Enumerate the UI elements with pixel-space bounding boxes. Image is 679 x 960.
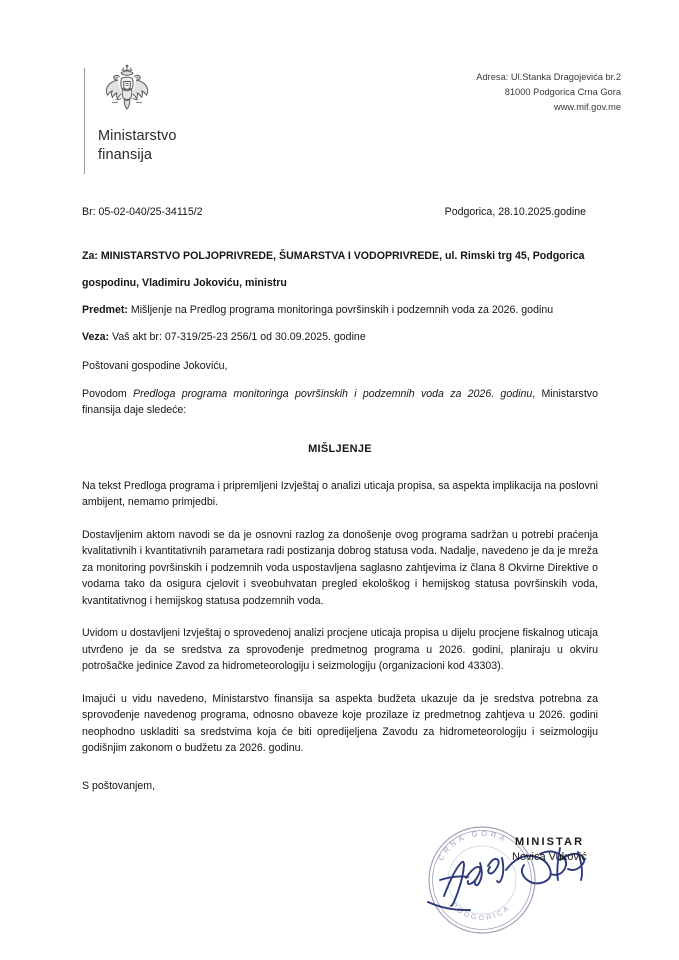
salutation: Poštovani gospodine Jokoviću, (82, 360, 228, 373)
reference-date-row (82, 205, 598, 221)
link-label: Veza: (82, 330, 110, 343)
document-body (82, 205, 598, 795)
body-paragraph: Uvidom u dostavljeni Izvještaj o sprovedenoj analizi procjene uticaja propisa u dijelu procjene fiskalnog uticaja utvrđeno je da se sredstva za sprovođenje predmetnog programa u 2026. godini, planiraju u okviru potrošačke jedinice Zavod za hidrometeorologiju i seizmologiju (organizacioni kod 43303). (82, 627, 598, 673)
address-city: 81000 Podgorica Crna Gora (504, 87, 621, 98)
intro-italic-title: Predloga programa monitoringa površinskih i podzemnih voda za 2026. godinu (133, 388, 533, 401)
addressee-label: Za: (82, 249, 98, 262)
reference-number: Br: 05-02-040/25-34115/2 (82, 206, 203, 218)
letterhead (0, 62, 679, 182)
intro-paragraph (82, 387, 598, 419)
opinion-heading: MIŠLJENJE (308, 443, 372, 456)
subject-label: Predmet: (82, 303, 128, 316)
subject-block (82, 303, 598, 319)
ministry-name-line2: finansija (98, 147, 153, 164)
link-text: Vaš akt br: 07-319/25-23 256/1 od 30.09.2025. godine (112, 330, 366, 343)
addressee-block (82, 249, 598, 265)
closing-line: S poštovanjem, (82, 779, 156, 792)
address-website: www.mif.gov.me (554, 102, 621, 113)
body-paragraph: Imajući u vidu navedeno, Ministarstvo finansija sa aspekta budžeta ukazuje da je sredstva potrebna za sprovođenje navedenog programa, odnosno obaveze koje prozilaze iz predmetnog zahtjeva u 2026. godini neophodno uskladiti sa sredstvima koja će biti opredijeljena Zavodu za hidrometeorologiju i seizmologiju godišnjim zakonom o budžetu za 2026. godinu. (82, 692, 598, 755)
place-and-date: Podgorica, 28.10.2025.godine (444, 206, 586, 218)
letterhead-address (476, 70, 621, 115)
signer-title: MINISTAR (515, 836, 585, 848)
addressee-attention: gospodinu, Vladimiru Jokoviću, ministru (82, 276, 287, 289)
letterhead-divider (84, 68, 85, 174)
letterhead-identity (98, 62, 328, 165)
stamp-text-top: CRNA GORA (435, 828, 510, 863)
body-paragraph: Na tekst Predloga programa i pripremljeni Izvještaj o analizi uticaja propisa, sa aspekta implikacija na poslovni ambijent, nemamo primjedbi. (82, 479, 598, 509)
intro-after: , Ministarstvo finansija daje sledeće: (82, 388, 598, 417)
addressee-organization: MINISTARSTVO POLJOPRIVREDE, ŠUMARSTVA I VODOPRIVREDE, ul. Rimski trg 45, Podgorica (100, 249, 585, 262)
montenegro-coat-of-arms-icon (98, 62, 156, 120)
body-paragraph: Dostavljenim aktom navodi se da je osnovni razlog za donošenje ovog programa sadržan u potrebi praćenja kvalitativnih i kvantitativnih parametara radi postizanja dobrog statusa voda. Nadalje, navedeno je da je mreža za monitoring površinskih i podzemnih voda uspostavljena saglasno zahtjevima iz člana 8 Okvirne Direktive o vodama tako da osigura cjelovit i sveobuhvatan pregled ekološkog i hemijskog statusa površinskih voda, kvantitativnog i hemijskog statusa podzemnih voda. (82, 528, 598, 607)
ministry-name (98, 127, 328, 165)
signature-block (420, 818, 665, 948)
intro-before: Povodom (82, 388, 134, 401)
stamp-text-bottom: PODGORICA (449, 900, 513, 923)
ministry-name-line1: Ministarstvo (98, 128, 177, 144)
subject-text: Mišljenje na Predlog programa monitoringa površinskih i podzemnih voda za 2026. godinu (130, 303, 554, 316)
address-street: Adresa: Ul.Stanka Dragojevića br.2 (476, 72, 621, 82)
signer-name: Novica Vuković (512, 851, 587, 863)
link-block (82, 330, 598, 346)
